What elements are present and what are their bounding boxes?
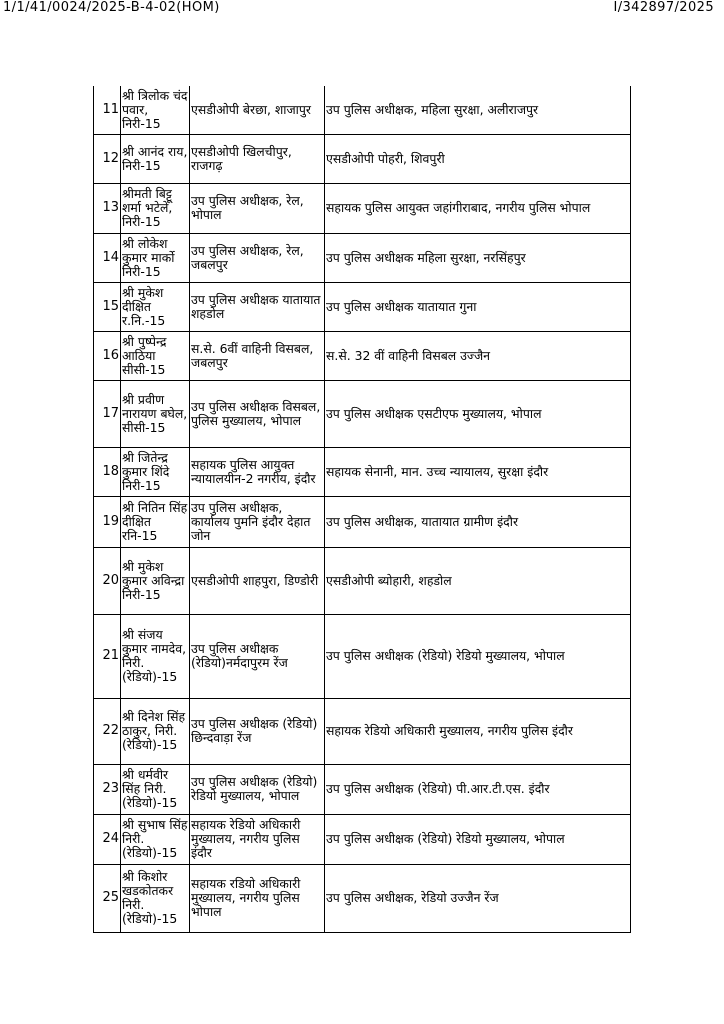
serial-number: 13 <box>94 183 121 233</box>
current-posting: उप पुलिस अधीक्षक विसबल, पुलिस मुख्यालय, भोपाल <box>190 380 325 447</box>
serial-number: 16 <box>94 331 121 380</box>
current-posting: उप पुलिस अधीक्षक, रेल, भोपाल <box>190 183 325 233</box>
current-posting: उप पुलिस अधीक्षक (रेडियो) रेडियो मुख्यालय, भोपाल <box>190 764 325 814</box>
current-posting: उप पुलिस अधीक्षक (रेडियो) छिन्दवाड़ा रेंज <box>190 698 325 764</box>
new-posting: उप पुलिस अधीक्षक, यातायात ग्रामीण इंदौर <box>325 496 631 547</box>
table-row <box>94 547 631 614</box>
officer-name: श्रीमती बिट्टू शर्मा भटेले, निरी-15 <box>121 183 190 233</box>
table-row <box>94 233 631 282</box>
serial-number: 23 <box>94 764 121 814</box>
officer-name: श्री संजय कुमार नामदेव, निरी. (रेडियो)-15 <box>121 614 190 698</box>
table-row <box>94 764 631 814</box>
table-row <box>94 380 631 447</box>
officer-name: श्री दिनेश सिंह ठाकुर, निरी. (रेडियो)-15 <box>121 698 190 764</box>
table-row <box>94 447 631 496</box>
table-row <box>94 864 631 932</box>
new-posting: सहायक रेडियो अधिकारी मुख्यालय, नगरीय पुलिस इंदौर <box>325 698 631 764</box>
new-posting: स.से. 32 वीं वाहिनी विसबल उज्जैन <box>325 331 631 380</box>
officer-name: श्री जितेन्द्र कुमार शिंदे निरी-15 <box>121 447 190 496</box>
serial-number: 25 <box>94 864 121 932</box>
serial-number: 14 <box>94 233 121 282</box>
table-row <box>94 814 631 864</box>
new-posting: सहायक सेनानी, मान. उच्च न्यायालय, सुरक्षा इंदौर <box>325 447 631 496</box>
officer-name: श्री धर्मवीर सिंह निरी. (रेडियो)-15 <box>121 764 190 814</box>
table-row <box>94 183 631 233</box>
current-posting: सहायक रडियो अधिकारी मुख्यालय, नगरीय पुलिस भोपाल <box>190 864 325 932</box>
new-posting: उप पुलिस अधीक्षक, महिला सुरक्षा, अलीराजपुर <box>325 86 631 134</box>
officer-name: श्री लोकेश कुमार मार्को निरी-15 <box>121 233 190 282</box>
serial-number: 21 <box>94 614 121 698</box>
serial-number: 12 <box>94 134 121 183</box>
new-posting: एसडीओपी पोहरी, शिवपुरी <box>325 134 631 183</box>
document-reference-left: 1/1/41/0024/2025-B-4-02(HOM) <box>3 0 220 15</box>
table-row <box>94 134 631 183</box>
current-posting: सहायक पुलिस आयुक्त न्यायालयीन-2 नगरीय, इंदौर <box>190 447 325 496</box>
transfer-table <box>93 86 631 933</box>
officer-name: श्री प्रवीण नारायण बघेल, सीसी-15 <box>121 380 190 447</box>
table-row <box>94 331 631 380</box>
current-posting: एसडीओपी खिलचीपुर, राजगढ़ <box>190 134 325 183</box>
new-posting: उप पुलिस अधीक्षक, रेडियो उज्जैन रेंज <box>325 864 631 932</box>
serial-number: 17 <box>94 380 121 447</box>
new-posting: उप पुलिस अधीक्षक एसटीएफ मुख्यालय, भोपाल <box>325 380 631 447</box>
table-row <box>94 614 631 698</box>
serial-number: 15 <box>94 282 121 331</box>
serial-number: 18 <box>94 447 121 496</box>
current-posting: एसडीओपी शाहपुरा, डिण्डोरी <box>190 547 325 614</box>
current-posting: सहायक रेडियो अधिकारी मुख्यालय, नगरीय पुलिस इंदौर <box>190 814 325 864</box>
serial-number: 11 <box>94 86 121 134</box>
current-posting: उप पुलिस अधीक्षक (रेडियो)नर्मदापुरम रेंज <box>190 614 325 698</box>
officer-name: श्री सुभाष सिंह निरी. (रेडियो)-15 <box>121 814 190 864</box>
current-posting: स.से. 6वीं वाहिनी विसबल, जबलपुर <box>190 331 325 380</box>
table-row <box>94 282 631 331</box>
new-posting: उप पुलिस अधीक्षक (रेडियो) पी.आर.टी.एस. इंदौर <box>325 764 631 814</box>
new-posting: उप पुलिस अधीक्षक यातायात गुना <box>325 282 631 331</box>
current-posting: उप पुलिस अधीक्षक, कार्यालय पुमनि इंदौर देहात जोन <box>190 496 325 547</box>
officer-name: श्री मुकेश दीक्षित र.नि.-15 <box>121 282 190 331</box>
officer-name: श्री पुष्पेन्द्र आठिया सीसी-15 <box>121 331 190 380</box>
serial-number: 24 <box>94 814 121 864</box>
new-posting: उप पुलिस अधीक्षक (रेडियो) रेडियो मुख्यालय, भोपाल <box>325 814 631 864</box>
serial-number: 19 <box>94 496 121 547</box>
table-row <box>94 86 631 134</box>
table-row <box>94 698 631 764</box>
officer-name: श्री त्रिलोक चंद पवार, निरी-15 <box>121 86 190 134</box>
officer-name: श्री मुकेश कुमार अविन्द्रा निरी-15 <box>121 547 190 614</box>
officer-name: श्री नितिन सिंह दीक्षित रनि-15 <box>121 496 190 547</box>
new-posting: एसडीओपी ब्योहारी, शहडोल <box>325 547 631 614</box>
serial-number: 20 <box>94 547 121 614</box>
officer-name: श्री किशोर खडकोतकर निरी. (रेडियो)-15 <box>121 864 190 932</box>
new-posting: सहायक पुलिस आयुक्त जहांगीराबाद, नगरीय पुलिस भोपाल <box>325 183 631 233</box>
table-row <box>94 496 631 547</box>
document-reference-right: I/342897/2025 <box>613 0 714 15</box>
serial-number: 22 <box>94 698 121 764</box>
current-posting: उप पुलिस अधीक्षक यातायात शहडोल <box>190 282 325 331</box>
new-posting: उप पुलिस अधीक्षक (रेडियो) रेडियो मुख्यालय, भोपाल <box>325 614 631 698</box>
current-posting: उप पुलिस अधीक्षक, रेल, जबलपुर <box>190 233 325 282</box>
new-posting: उप पुलिस अधीक्षक महिला सुरक्षा, नरसिंहपुर <box>325 233 631 282</box>
current-posting: एसडीओपी बेरछा, शाजापुर <box>190 86 325 134</box>
officer-name: श्री आनंद राय, निरी-15 <box>121 134 190 183</box>
